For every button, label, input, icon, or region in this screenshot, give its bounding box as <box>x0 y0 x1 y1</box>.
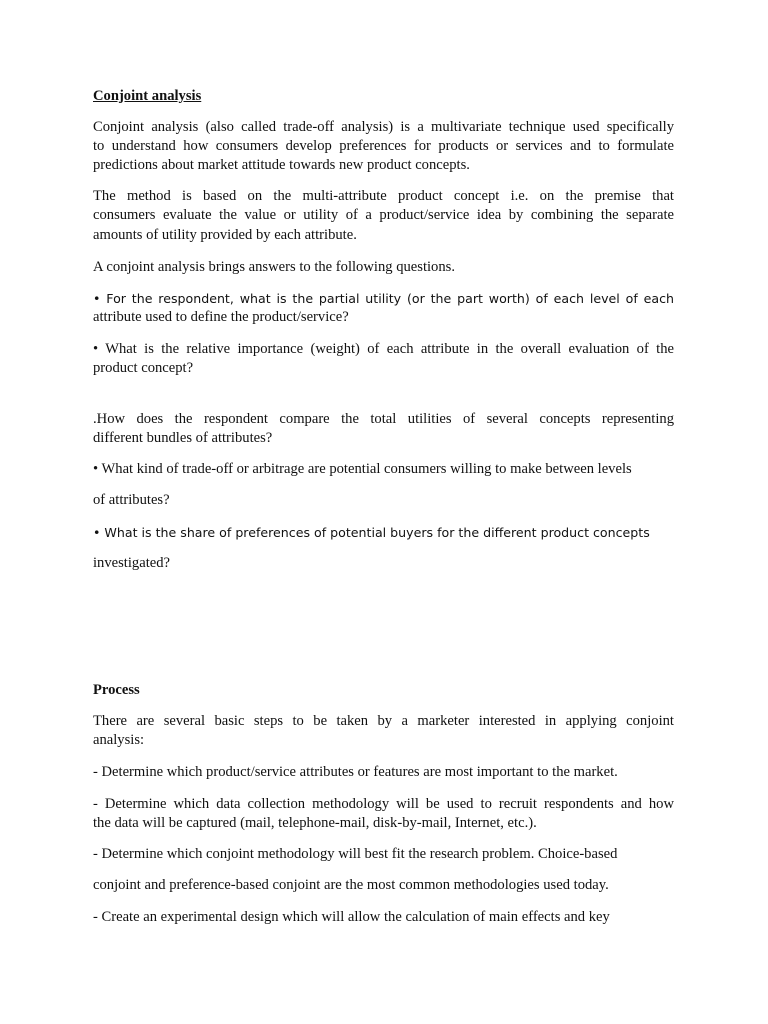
process-step-2-line-2: the data will be captured (mail, telephone-mail, disk-by-mail, Internet, etc.). <box>93 815 537 831</box>
paragraph-method-line-3: amounts of utility provided by each attribute. <box>93 227 357 243</box>
question-3-line-2: different bundles of attributes? <box>93 430 273 446</box>
process-step-3-line-1: - Determine which conjoint methodology will best fit the research problem. Choice-based <box>93 846 618 862</box>
section-heading-conjoint-analysis: Conjoint analysis <box>93 88 202 104</box>
question-5-line-1: • What is the share of preferences of potential buyers for the different product concepts <box>93 525 650 540</box>
process-step-2-line-1: - Determine which data collection methodology will be used to recruit respondents and how <box>93 796 674 812</box>
paragraph-questions-intro: A conjoint analysis brings answers to the following questions. <box>93 259 455 275</box>
process-step-4-line-1: - Create an experimental design which will allow the calculation of main effects and key <box>93 909 610 925</box>
question-4-line-1: • What kind of trade-off or arbitrage are potential consumers willing to make between levels <box>93 461 632 477</box>
question-1-line-2: attribute used to define the product/service? <box>93 309 349 325</box>
process-intro-line-1: There are several basic steps to be taken by a marketer interested in applying conjoint <box>93 713 674 729</box>
question-2-line-1: • What is the relative importance (weight) of each attribute in the overall evaluation of the <box>93 341 674 357</box>
question-3-line-1: .How does the respondent compare the total utilities of several concepts representing <box>93 411 674 427</box>
paragraph-definition-line-1: Conjoint analysis (also called trade-off analysis) is a multivariate technique used specifically <box>93 119 674 135</box>
paragraph-definition-line-3: predictions about market attitude towards new product concepts. <box>93 157 470 173</box>
question-1-line-1: • For the respondent, what is the partial utility (or the part worth) of each level of each <box>93 291 674 306</box>
paragraph-method-line-2: consumers evaluate the value or utility of a product/service idea by combining the separate <box>93 207 674 223</box>
question-5-line-2: investigated? <box>93 555 170 571</box>
process-step-1: - Determine which product/service attributes or features are most important to the market. <box>93 764 618 780</box>
question-2-line-2: product concept? <box>93 360 194 376</box>
paragraph-method-line-1: The method is based on the multi-attribute product concept i.e. on the premise that <box>93 188 674 204</box>
process-intro-line-2: analysis: <box>93 732 145 748</box>
question-4-line-2: of attributes? <box>93 492 170 508</box>
process-step-3-line-2: conjoint and preference-based conjoint are the most common methodologies used today. <box>93 877 609 893</box>
paragraph-definition-line-2: to understand how consumers develop preferences for products or services and to formulate <box>93 138 674 154</box>
section-heading-process: Process <box>93 682 140 698</box>
